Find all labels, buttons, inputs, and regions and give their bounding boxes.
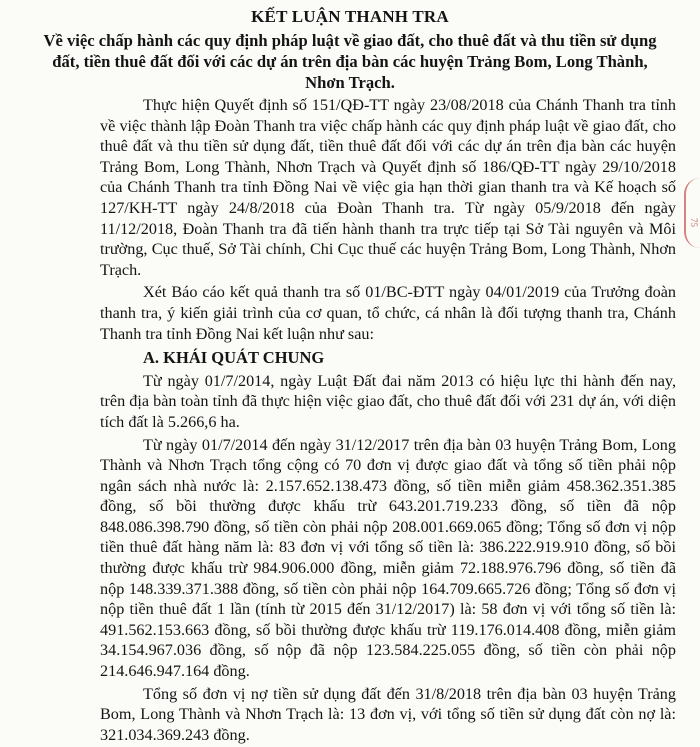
document-body <box>100 95 676 747</box>
section-a-heading: A. KHÁI QUÁT CHUNG <box>143 348 325 368</box>
paragraph-4: Từ ngày 01/7/2014 đến ngày 31/12/2017 trên địa bàn 03 huyện Trảng Bom, Long Thành và Nhơn Trạch tổng cộng có 70 đơn vị được giao đất và tổng số tiền phải nộp ngân sách nhà nước là: 2.157.652.138.473 đồng, số tiền miễn giảm 458.362.351.385 đồng, số bồi thường được khấu trừ 643.201.719.233 đồng, số tiền đã nộp 848.086.398.790 đồng, số tiền còn phải nộp 208.001.669.065 đồng; Tổng số đơn vị nộp tiền thuê đất hàng năm là: 83 đơn vị với tổng số tiền là: 386.222.919.910 đồng, số bồi thường được khấu trừ 984.906.000 đồng, miễn giảm 72.188.976.796 đồng, số tiền đã nộp 148.339.371.388 đồng, số tiền còn phải nộp 164.709.665.726 đồng; Tổng số đơn vị nộp tiền thuê đất 1 lần (tính từ 2015 đến 31/12/2017) là: 58 đơn vị với tổng số tiền là: 491.562.153.663 đồng, số bồi thường được khấu trừ 119.176.014.408 đồng, miễn giảm 34.154.967.036 đồng, số nộp đã nộp 123.584.225.055 đồng, số tiền còn phải nộp 214.646.947.164 đồng. <box>100 435 676 681</box>
document-subtitle: Về việc chấp hành các quy định pháp luật về giao đất, cho thuê đất và thu tiền sử dụng đất, tiền thuê đất đối với các dự án trên địa bàn các huyện Trảng Bom, Long Thành, Nhơn Trạch. <box>43 31 657 92</box>
paragraph-2: Xét Báo cáo kết quả thanh tra số 01/BC-ĐTT ngày 04/01/2019 của Trưởng đoàn thanh tra, ý kiến giải trình của cơ quan, tổ chức, cá nhân là đối tượng thanh tra, Chánh Thanh tra tỉnh Đồng Nai kết luận như sau: <box>100 283 676 343</box>
paragraph-3: Từ ngày 01/7/2014, ngày Luật Đất đai năm 2013 có hiệu lực thi hành đến nay, trên địa bàn toàn tỉnh đã thực hiện việc giao đất, cho thuê đất đối với 231 dự án, với diện tích đất là 5.266,6 ha. <box>100 371 676 431</box>
seal-stamp-edge: 75 <box>684 178 700 248</box>
document-title: KẾT LUẬN THANH TRA <box>251 7 449 26</box>
paragraph-5: Tổng số đơn vị nợ tiền sử dụng đất đến 31/8/2018 trên địa bàn 03 huyện Trảng Bom, Long Thành và Nhơn Trạch là: 13 đơn vị, với tổng số tiền sử dụng đất còn nợ là: 321.034.369.243 đồng. <box>100 684 676 744</box>
paragraph-1: Thực hiện Quyết định số 151/QĐ-TT ngày 23/08/2018 của Chánh Thanh tra tỉnh về việc thành lập Đoàn Thanh tra việc chấp hành các quy định pháp luật về giao đất, cho thuê đất và thu tiền sử dụng đất, tiền thuê đất đối với các dự án trên địa bàn các huyện Trảng Bom, Long Thành, Nhơn Trạch và Quyết định số 186/QĐ-TT ngày 29/10/2018 của Chánh Thanh tra tỉnh Đồng Nai về việc gia hạn thời gian thanh tra và Kế hoạch số 127/KH-TT ngày 24/8/2018 của Đoàn Thanh tra. Từ ngày 05/9/2018 đến ngày 11/12/2018, Đoàn Thanh tra đã tiến hành thanh tra trực tiếp tại Sở Tài nguyên và Môi trường, Cục thuế, Sở Tài chính, Chi Cục thuế các huyện Trảng Bom, Long Thành, Nhơn Trạch. <box>100 96 676 279</box>
